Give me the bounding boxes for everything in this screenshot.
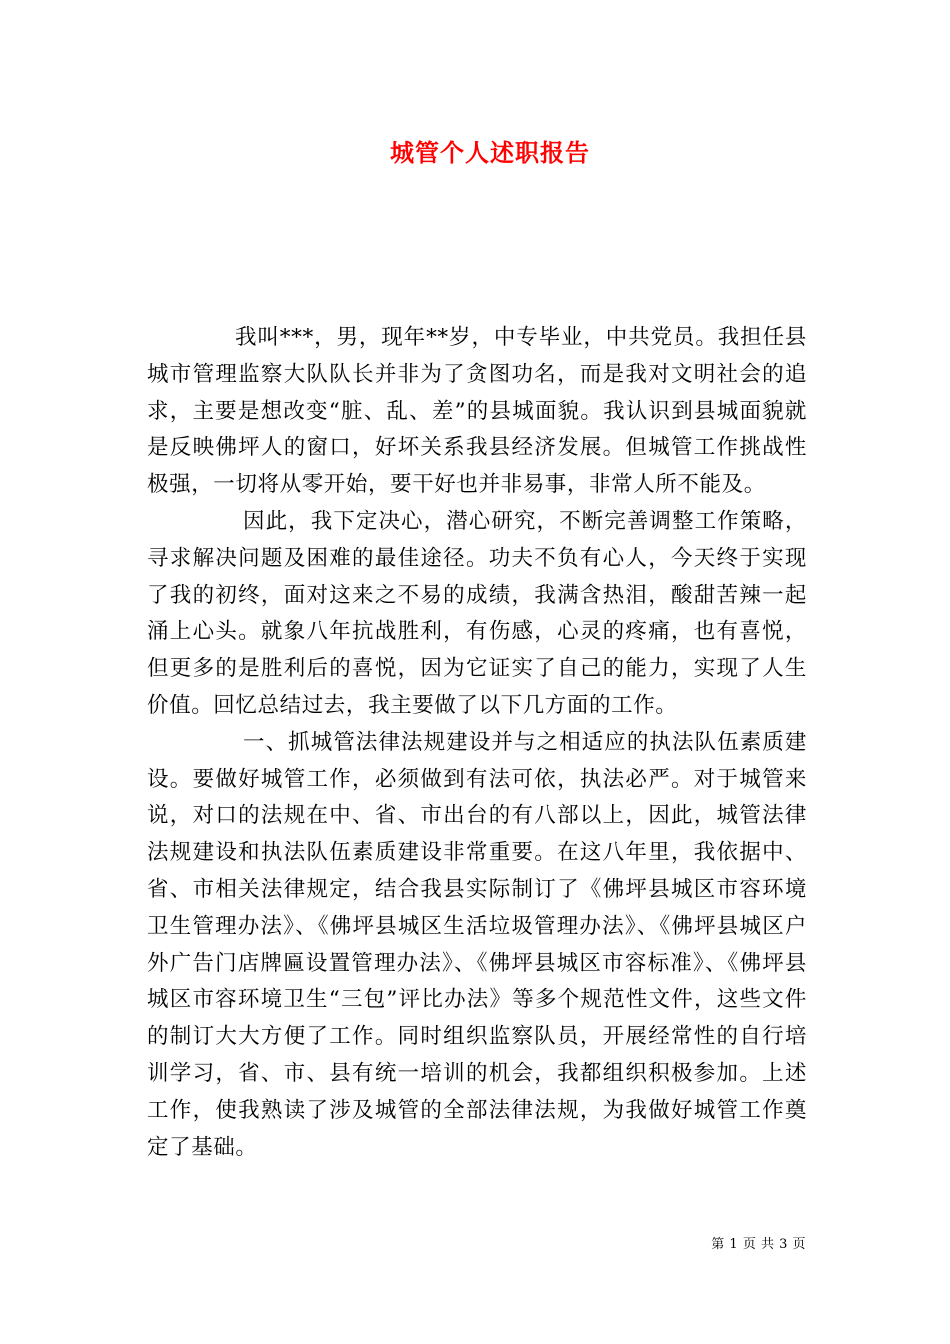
document-body	[147, 320, 807, 1166]
paragraph-1: 我叫***，男，现年**岁，中专毕业，中共党员。我担任县城市管理监察大队队长并非为了贪图功名，而是我对文明社会的追求，主要是想改变“脏、乱、差”的县城面貌。我认识到县城面貌就是反映佛坪人的窗口，好坏关系我县经济发展。但城管工作挑战性极强，一切将从零开始，要干好也并非易事，非常人所不能及。	[147, 325, 807, 498]
page-number-footer: 第 1 页 共 3 页	[711, 1237, 806, 1252]
paragraph-2: 因此，我下定决心，潜心研究，不断完善调整工作策略，寻求解决问题及困难的最佳途径。功夫不负有心人，今天终于实现了我的初终，面对这来之不易的成绩，我满含热泪，酸甜苦辣一起涌上心头。就象八年抗战胜利，有伤感，心灵的疼痛，也有喜悦，但更多的是胜利后的喜悦，因为它证实了自己的能力，实现了人生价值。回忆总结过去，我主要做了以下几方面的工作。	[147, 508, 807, 718]
document-title: 城管个人述职报告	[390, 138, 590, 167]
paragraph-3: 一、抓城管法律法规建设并与之相适应的执法队伍素质建设。要做好城管工作，必须做到有法可依，执法必严。对于城管来说，对口的法规在中、省、市出台的有八部以上，因此，城管法律法规建设和执法队伍素质建设非常重要。在这八年里，我依据中、省、市相关法律规定，结合我县实际制订了《佛坪县城区市容环境卫生管理办法》、《佛坪县城区生活垃圾管理办法》、《佛坪县城区户外广告门店牌匾设置管理办法》、《佛坪县城区市容标准》、《佛坪县城区市容环境卫生“三包”评比办法》等多个规范性文件，这些文件的制订大大方便了工作。同时组织监察队员，开展经常性的自行培训学习，省、市、县有统一培训的机会，我都组织积极参加。上述工作，使我熟读了涉及城管的全部法律法规，为我做好城管工作奠定了基础。	[147, 729, 807, 1160]
